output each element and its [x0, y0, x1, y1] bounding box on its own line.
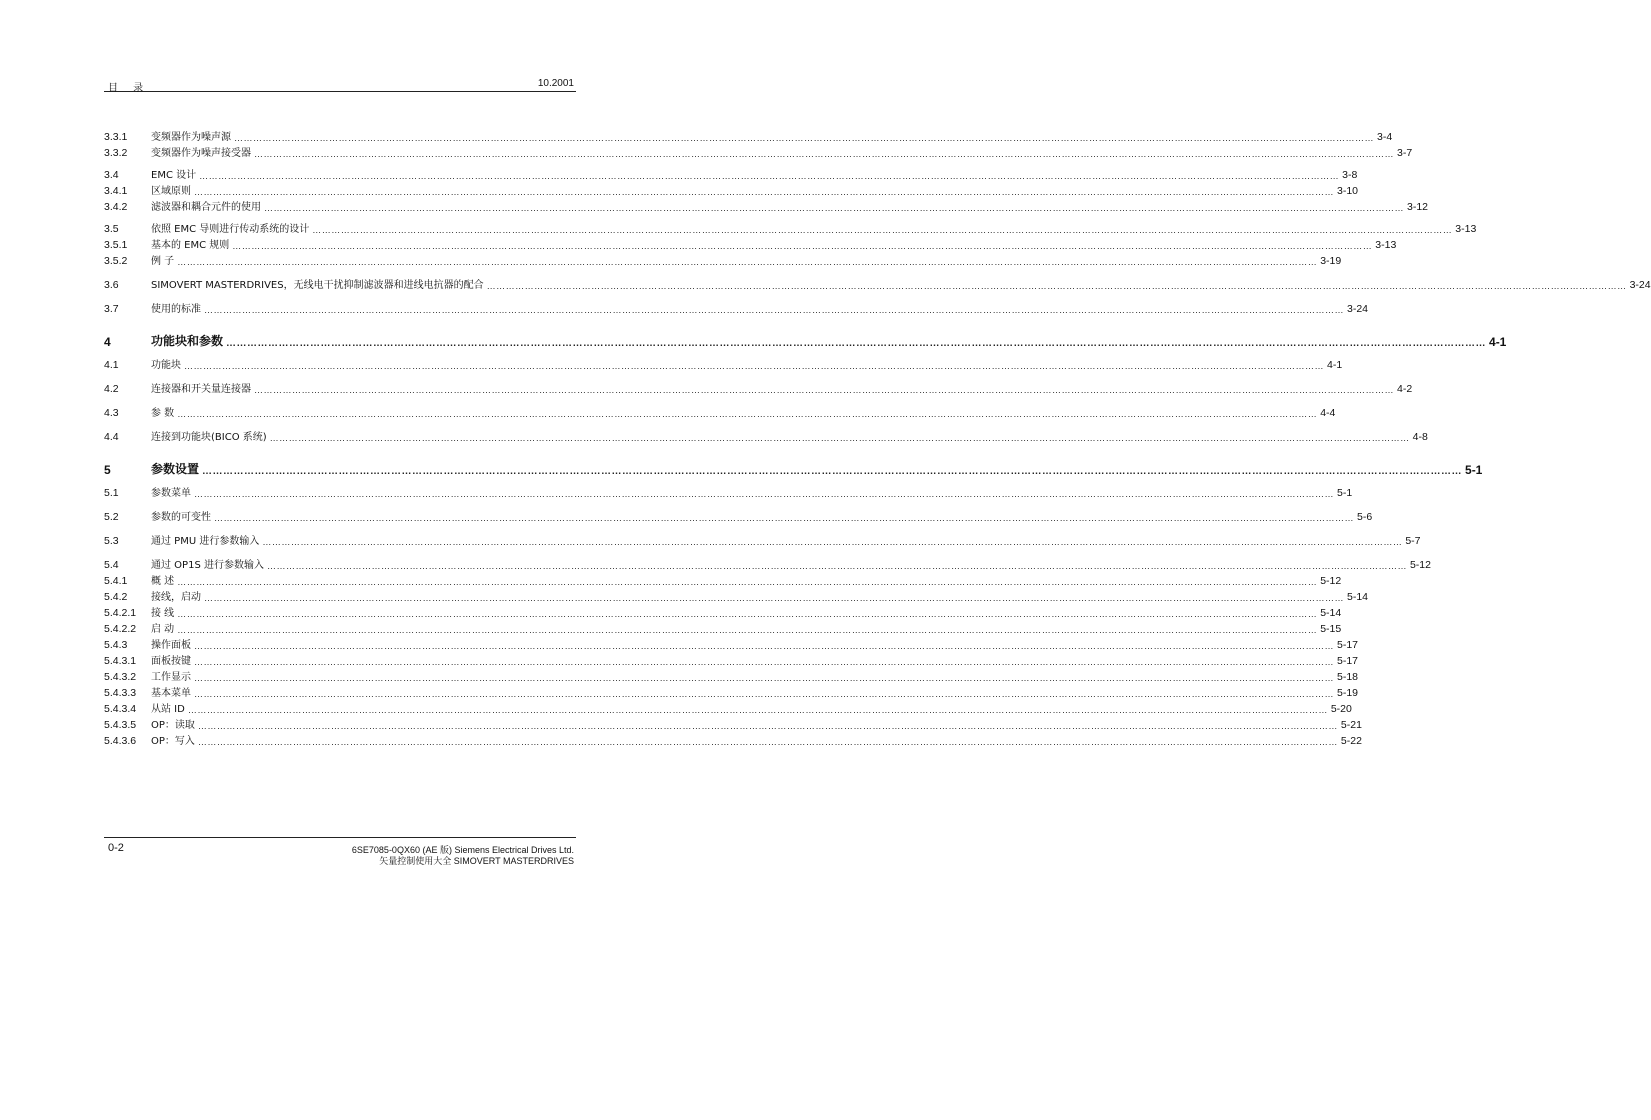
toc-entry-page: 3-24	[1347, 303, 1369, 315]
toc-entry-page: 3-24	[1629, 279, 1651, 291]
toc-dot-leader: ………………………………………………………………………………………………………………………………………………………………………………………………………………………………………………………………………………………………………………………………	[254, 149, 1394, 159]
toc-dot-leader: ………………………………………………………………………………………………………………………………………………………………………………………………………………………………………………………………………………………………………………………………	[226, 338, 1487, 349]
toc-entry-page: 5-17	[1337, 655, 1359, 667]
toc-dot-leader: ………………………………………………………………………………………………………………………………………………………………………………………………………………………………………………………………………………………………………………………………	[269, 433, 1410, 443]
toc-entry-page: 3-7	[1397, 147, 1413, 159]
toc-entry-title: 功能块	[151, 360, 181, 371]
toc-entry-page: 5-21	[1340, 719, 1362, 731]
toc-entry-number: 3.4.2	[104, 201, 128, 213]
toc-entry-title: 滤波器和耦合元件的使用	[151, 202, 261, 213]
toc-dot-leader: ………………………………………………………………………………………………………………………………………………………………………………………………………………………………………………………………………………………………………………………………	[177, 409, 1318, 419]
toc-entry-page: 4-1	[1327, 359, 1343, 371]
footer-document-id: 6SE7085-0QX60 (AE 版) Siemens Electrical Drives Ltd.	[351, 845, 574, 855]
toc-dot-leader: ………………………………………………………………………………………………………………………………………………………………………………………………………………………………………………………………………………………………………………………………	[187, 705, 1328, 715]
toc-entry-page: 3-13	[1375, 239, 1397, 251]
toc-entry-number: 5.4.3	[104, 639, 128, 651]
toc-dot-leader: ………………………………………………………………………………………………………………………………………………………………………………………………………………………………………………………………………………………………………………………………	[194, 489, 1334, 499]
toc-entry[interactable]	[104, 571, 1342, 587]
toc-entry-number: 3.4	[104, 169, 119, 181]
toc-entry[interactable]	[104, 181, 1359, 197]
toc-entry-page: 3-4	[1377, 131, 1393, 143]
toc-entry-page: 3-12	[1407, 201, 1429, 213]
toc-entry[interactable]	[104, 127, 1393, 143]
toc-dot-leader: ………………………………………………………………………………………………………………………………………………………………………………………………………………………………………………………………………………………………………………………………	[197, 721, 1338, 731]
toc-entry-title: 接线，启动	[151, 592, 201, 603]
toc-entry-number: 5.4.2.2	[104, 623, 137, 635]
toc-entry[interactable]	[104, 355, 1343, 371]
toc-entry-title: 概 述	[151, 576, 175, 587]
toc-entry[interactable]	[104, 715, 1362, 731]
toc-entry-number: 3.3.1	[104, 131, 128, 143]
toc-entry-page: 4-8	[1412, 431, 1428, 443]
toc-entry-number: 5.4.3.6	[104, 735, 137, 747]
toc-entry[interactable]	[104, 603, 1342, 619]
toc-entry[interactable]	[104, 165, 1358, 181]
toc-entry-number: 3.4.1	[104, 185, 128, 197]
toc-dot-leader: ………………………………………………………………………………………………………………………………………………………………………………………………………………………………………………………………………………………………………………………………	[202, 466, 1463, 477]
toc-entry-number: 5.4	[104, 559, 119, 571]
toc-entry-page: 5-14	[1320, 607, 1342, 619]
toc-dot-leader: ………………………………………………………………………………………………………………………………………………………………………………………………………………………………………………………………………………………………………………………………	[214, 513, 1354, 523]
toc-dot-leader: ………………………………………………………………………………………………………………………………………………………………………………………………………………………………………………………………………………………………………………………………	[194, 641, 1334, 651]
toc-dot-leader: ………………………………………………………………………………………………………………………………………………………………………………………………………………………………………………………………………………………………………………………………	[194, 187, 1334, 197]
header-section-title: 目 录	[108, 83, 150, 94]
toc-entry[interactable]	[104, 635, 1359, 651]
toc-entry[interactable]	[104, 699, 1352, 715]
toc-entry-page: 4-4	[1320, 407, 1336, 419]
toc-entry-number: 5.4.2.1	[104, 607, 137, 619]
toc-entry-number: 5	[104, 463, 111, 477]
toc-entry-title: EMC 设计	[151, 170, 197, 181]
toc-entry-number: 4.1	[104, 359, 119, 371]
toc-dot-leader: ………………………………………………………………………………………………………………………………………………………………………………………………………………………………………………………………………………………………………………………………	[266, 561, 1407, 571]
toc-entry-title: 基本菜单	[151, 688, 191, 699]
toc-entry-title: OP：读取	[151, 720, 195, 731]
toc-entry-title: 区域原则	[151, 186, 191, 197]
toc-entry-title: 通过 OP1S 进行参数输入	[151, 560, 264, 571]
toc-chapter-entry[interactable]	[104, 455, 1483, 477]
toc-entry-title: SIMOVERT MASTERDRIVES，无线电干扰抑制滤波器和进线电抗器的配合	[151, 280, 484, 291]
toc-entry-page: 5-6	[1357, 511, 1373, 523]
toc-entry-title: 基本的 EMC 规则	[151, 240, 230, 251]
toc-entry-title: 依照 EMC 导则进行传动系统的设计	[151, 224, 310, 235]
toc-dot-leader: ………………………………………………………………………………………………………………………………………………………………………………………………………………………………………………………………………………………………………………………………	[262, 537, 1403, 547]
toc-entry-title: 参数的可变性	[151, 512, 211, 523]
toc-entry-number: 4	[104, 335, 111, 349]
toc-entry-page: 5-12	[1409, 559, 1431, 571]
toc-entry-title: 操作面板	[151, 640, 191, 651]
toc-entry[interactable]	[104, 667, 1359, 683]
toc-entry-number: 5.2	[104, 511, 119, 523]
toc-entry-title: OP：写入	[151, 736, 195, 747]
toc-entry[interactable]	[104, 619, 1342, 635]
page-header	[104, 73, 576, 92]
toc-dot-leader: ………………………………………………………………………………………………………………………………………………………………………………………………………………………………………………………………………………………………………………………………	[177, 609, 1318, 619]
toc-entry[interactable]	[104, 235, 1397, 251]
toc-entry-title: 连接器和开关量连接器	[151, 384, 251, 395]
toc-dot-leader: ………………………………………………………………………………………………………………………………………………………………………………………………………………………………………………………………………………………………………………………………	[177, 577, 1318, 587]
toc-entry-page: 5-17	[1337, 639, 1359, 651]
toc-entry-number: 4.4	[104, 431, 119, 443]
toc-dot-leader: ………………………………………………………………………………………………………………………………………………………………………………………………………………………………………………………………………………………………………………………………	[184, 361, 1324, 371]
toc-entry[interactable]	[104, 587, 1369, 603]
toc-dot-leader: ………………………………………………………………………………………………………………………………………………………………………………………………………………………………………………………………………………………………………………………………	[234, 133, 1374, 143]
toc-entry-number: 3.5.1	[104, 239, 128, 251]
toc-entry-number: 4.3	[104, 407, 119, 419]
toc-entry-page: 5-22	[1340, 735, 1362, 747]
toc-dot-leader: ………………………………………………………………………………………………………………………………………………………………………………………………………………………………………………………………………………………………………………………………	[177, 625, 1318, 635]
toc-entry-page: 3-13	[1455, 223, 1477, 235]
toc-entry-title: 使用的标准	[151, 304, 201, 315]
toc-dot-leader: ………………………………………………………………………………………………………………………………………………………………………………………………………………………………………………………………………………………………………………………………	[254, 385, 1394, 395]
toc-entry[interactable]	[104, 219, 1477, 235]
toc-entry[interactable]	[104, 403, 1336, 419]
toc-entry-page: 5-19	[1337, 687, 1359, 699]
toc-dot-leader: ………………………………………………………………………………………………………………………………………………………………………………………………………………………………………………………………………………………………………………………………	[486, 281, 1627, 291]
toc-dot-leader: ………………………………………………………………………………………………………………………………………………………………………………………………………………………………………………………………………………………………………………………………	[264, 203, 1404, 213]
header-date: 10.2001	[537, 78, 574, 89]
toc-entry-number: 3.6	[104, 279, 119, 291]
toc-entry-number: 5.3	[104, 535, 119, 547]
toc-entry-page: 5-7	[1405, 535, 1421, 547]
toc-entry-number: 3.3.2	[104, 147, 128, 159]
toc-entry-number: 5.4.1	[104, 575, 128, 587]
toc-entry-number: 3.5	[104, 223, 119, 235]
toc-entry-page: 5-1	[1465, 463, 1483, 477]
footer-page-number: 0-2	[108, 842, 124, 854]
toc-entry[interactable]	[104, 299, 1369, 315]
toc-entry-title: 接 线	[151, 608, 175, 619]
toc-entry-page: 5-20	[1330, 703, 1352, 715]
toc-entry-title: 变频器作为噪声接受器	[151, 148, 251, 159]
toc-entry-title: 参数设置	[151, 462, 200, 476]
toc-entry-page: 4-2	[1397, 383, 1413, 395]
toc-entry-number: 5.4.3.4	[104, 703, 137, 715]
toc-entry[interactable]	[104, 483, 1353, 499]
toc-dot-leader: ………………………………………………………………………………………………………………………………………………………………………………………………………………………………………………………………………………………………………………………………	[194, 657, 1334, 667]
toc-entry-page: 5-12	[1320, 575, 1342, 587]
toc-chapter-entry[interactable]	[104, 327, 1507, 349]
toc-dot-leader: ………………………………………………………………………………………………………………………………………………………………………………………………………………………………………………………………………………………………………………………………	[199, 171, 1340, 181]
toc-entry-number: 5.4.3.1	[104, 655, 137, 667]
toc-entry-number: 3.7	[104, 303, 119, 315]
toc-entry-number: 3.5.2	[104, 255, 128, 267]
toc-dot-leader: ………………………………………………………………………………………………………………………………………………………………………………………………………………………………………………………………………………………………………………………………	[312, 225, 1453, 235]
toc-entry-page: 3-10	[1337, 185, 1359, 197]
toc-entry-title: 面板按键	[151, 656, 191, 667]
toc-entry-number: 5.1	[104, 487, 119, 499]
toc-entry[interactable]	[104, 651, 1359, 667]
toc-entry-title: 启 动	[151, 624, 175, 635]
toc-entry[interactable]	[104, 427, 1428, 443]
toc-entry[interactable]	[104, 507, 1373, 523]
toc-entry[interactable]	[104, 275, 1651, 291]
toc-entry[interactable]	[104, 683, 1359, 699]
table-of-contents	[104, 127, 1651, 747]
toc-entry-title: 工作显示	[151, 672, 191, 683]
toc-entry-title: 例 子	[151, 256, 175, 267]
toc-entry-page: 4-1	[1489, 335, 1507, 349]
toc-dot-leader: ………………………………………………………………………………………………………………………………………………………………………………………………………………………………………………………………………………………………………………………………	[194, 689, 1334, 699]
toc-entry[interactable]	[104, 197, 1429, 213]
toc-dot-leader: ………………………………………………………………………………………………………………………………………………………………………………………………………………………………………………………………………………………………………………………………	[197, 737, 1338, 747]
toc-entry-number: 5.4.3.5	[104, 719, 137, 731]
toc-entry[interactable]	[104, 531, 1421, 547]
toc-entry-title: 连接到功能块(BICO 系统)	[151, 432, 267, 443]
toc-entry[interactable]	[104, 143, 1413, 159]
toc-entry-title: 从站 ID	[151, 704, 185, 715]
toc-entry-number: 5.4.3.3	[104, 687, 137, 699]
toc-entry-title: 通过 PMU 进行参数输入	[151, 536, 260, 547]
toc-entry-number: 4.2	[104, 383, 119, 395]
toc-entry-title: 功能块和参数	[151, 334, 224, 348]
toc-entry-page: 3-19	[1320, 255, 1342, 267]
toc-entry-number: 5.4.3.2	[104, 671, 137, 683]
toc-dot-leader: ………………………………………………………………………………………………………………………………………………………………………………………………………………………………………………………………………………………………………………………………	[204, 305, 1344, 315]
toc-entry-number: 5.4.2	[104, 591, 128, 603]
toc-entry-page: 5-1	[1337, 487, 1353, 499]
toc-entry-page: 5-14	[1347, 591, 1369, 603]
toc-entry-page: 3-8	[1342, 169, 1358, 181]
toc-dot-leader: ………………………………………………………………………………………………………………………………………………………………………………………………………………………………………………………………………………………………………………………………	[194, 673, 1334, 683]
toc-entry-title: 参 数	[151, 408, 175, 419]
toc-dot-leader: ………………………………………………………………………………………………………………………………………………………………………………………………………………………………………………………………………………………………………………………………	[204, 593, 1344, 603]
toc-entry-title: 参数菜单	[151, 488, 191, 499]
toc-entry-page: 5-18	[1337, 671, 1359, 683]
toc-dot-leader: ………………………………………………………………………………………………………………………………………………………………………………………………………………………………………………………………………………………………………………………………	[232, 241, 1373, 251]
toc-entry[interactable]	[104, 555, 1431, 571]
toc-dot-leader: ………………………………………………………………………………………………………………………………………………………………………………………………………………………………………………………………………………………………………………………………	[177, 257, 1318, 267]
toc-entry[interactable]	[104, 379, 1413, 395]
page-footer	[104, 837, 576, 866]
toc-entry-title: 变频器作为噪声源	[151, 132, 231, 143]
toc-entry[interactable]	[104, 251, 1342, 267]
footer-document-title: 矢量控制使用大全 SIMOVERT MASTERDRIVES	[379, 856, 574, 866]
toc-entry[interactable]	[104, 731, 1362, 747]
toc-entry-page: 5-15	[1320, 623, 1342, 635]
